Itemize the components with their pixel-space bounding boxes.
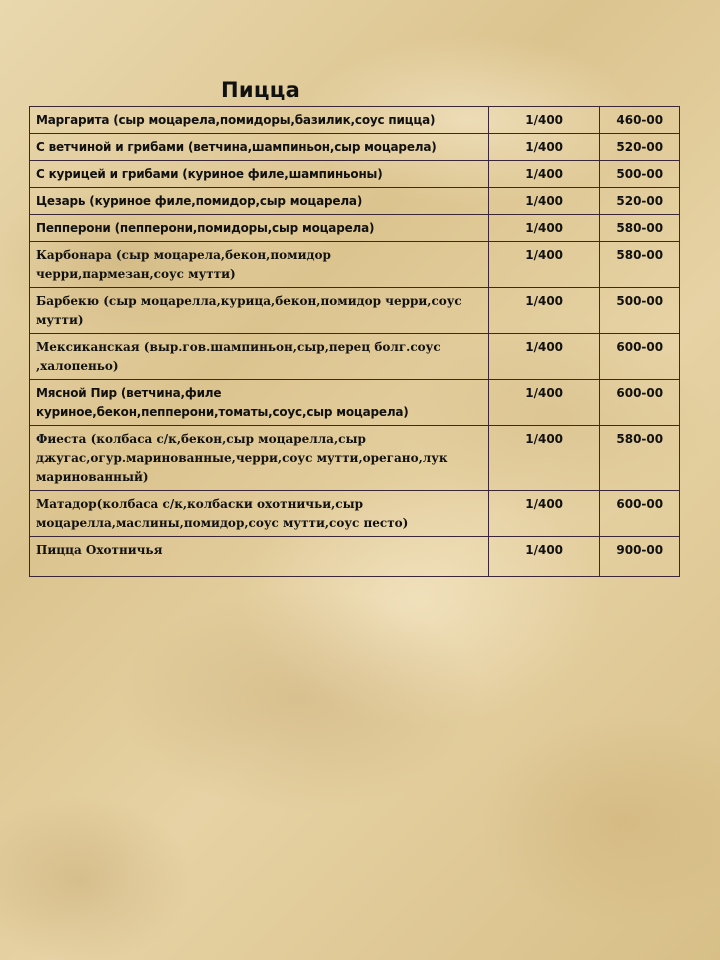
item-name: Маргарита (сыр моцарела,помидоры,базилик,соус пицца): [30, 107, 489, 134]
item-weight: 1/400: [488, 334, 600, 380]
menu-row-pepperoni: [30, 215, 680, 242]
item-name: Карбонара (сыр моцарела,бекон,помидор черри,пармезан,соус мутти): [30, 242, 489, 288]
menu-row-matador: [30, 491, 680, 537]
item-name: Пицца Охотничья: [30, 537, 489, 577]
item-name: Фиеста (колбаса с/к,бекон,сыр моцарелла,сыр джугас,огур.маринованные,черри,соус мутти,орегано,лук маринованный): [30, 426, 489, 491]
item-weight: 1/400: [488, 491, 600, 537]
item-name: С ветчиной и грибами (ветчина,шампиньон,сыр моцарела): [30, 134, 489, 161]
item-price: 500-00: [600, 288, 680, 334]
item-price: 520-00: [600, 188, 680, 215]
item-name: Цезарь (куриное филе,помидор,сыр моцарела): [30, 188, 489, 215]
item-weight: 1/400: [488, 134, 600, 161]
item-price: 520-00: [600, 134, 680, 161]
item-price: 580-00: [600, 426, 680, 491]
menu-row-meat-feast: [30, 380, 680, 426]
menu-row-carbonara: [30, 242, 680, 288]
menu-row-fiesta: [30, 426, 680, 491]
item-weight: 1/400: [488, 537, 600, 577]
item-name: Мясной Пир (ветчина,филе куриное,бекон,пепперони,томаты,соус,сыр моцарела): [30, 380, 489, 426]
menu-row-hunters: [30, 537, 680, 577]
item-weight: 1/400: [488, 380, 600, 426]
menu-row-ham-mushroom: [30, 134, 680, 161]
item-name: Пепперони (пепперони,помидоры,сыр моцарела): [30, 215, 489, 242]
item-price: 460-00: [600, 107, 680, 134]
item-weight: 1/400: [488, 215, 600, 242]
item-name: С курицей и грибами (куриное филе,шампиньоны): [30, 161, 489, 188]
item-weight: 1/400: [488, 288, 600, 334]
item-weight: 1/400: [488, 161, 600, 188]
pizza-menu-table: [29, 106, 680, 577]
item-weight: 1/400: [488, 426, 600, 491]
item-weight: 1/400: [488, 188, 600, 215]
item-name: Матадор(колбаса с/к,колбаски охотничьи,сыр моцарелла,маслины,помидор,соус мутти,соус песто): [30, 491, 489, 537]
item-name: Барбекю (сыр моцарелла,курица,бекон,помидор черри,соус мутти): [30, 288, 489, 334]
item-price: 600-00: [600, 491, 680, 537]
item-price: 580-00: [600, 242, 680, 288]
item-name: Мексиканская (выр.гов.шампиньон,сыр,перец болг.соус ,халопеньо): [30, 334, 489, 380]
item-price: 600-00: [600, 380, 680, 426]
page-title: Пицца: [221, 78, 301, 102]
item-price: 600-00: [600, 334, 680, 380]
menu-row-margherita: [30, 107, 680, 134]
menu-row-mexican: [30, 334, 680, 380]
item-weight: 1/400: [488, 242, 600, 288]
item-price: 500-00: [600, 161, 680, 188]
item-weight: 1/400: [488, 107, 600, 134]
item-price: 580-00: [600, 215, 680, 242]
menu-row-chicken-mushroom: [30, 161, 680, 188]
item-price: 900-00: [600, 537, 680, 577]
menu-row-barbecue: [30, 288, 680, 334]
menu-row-caesar: [30, 188, 680, 215]
